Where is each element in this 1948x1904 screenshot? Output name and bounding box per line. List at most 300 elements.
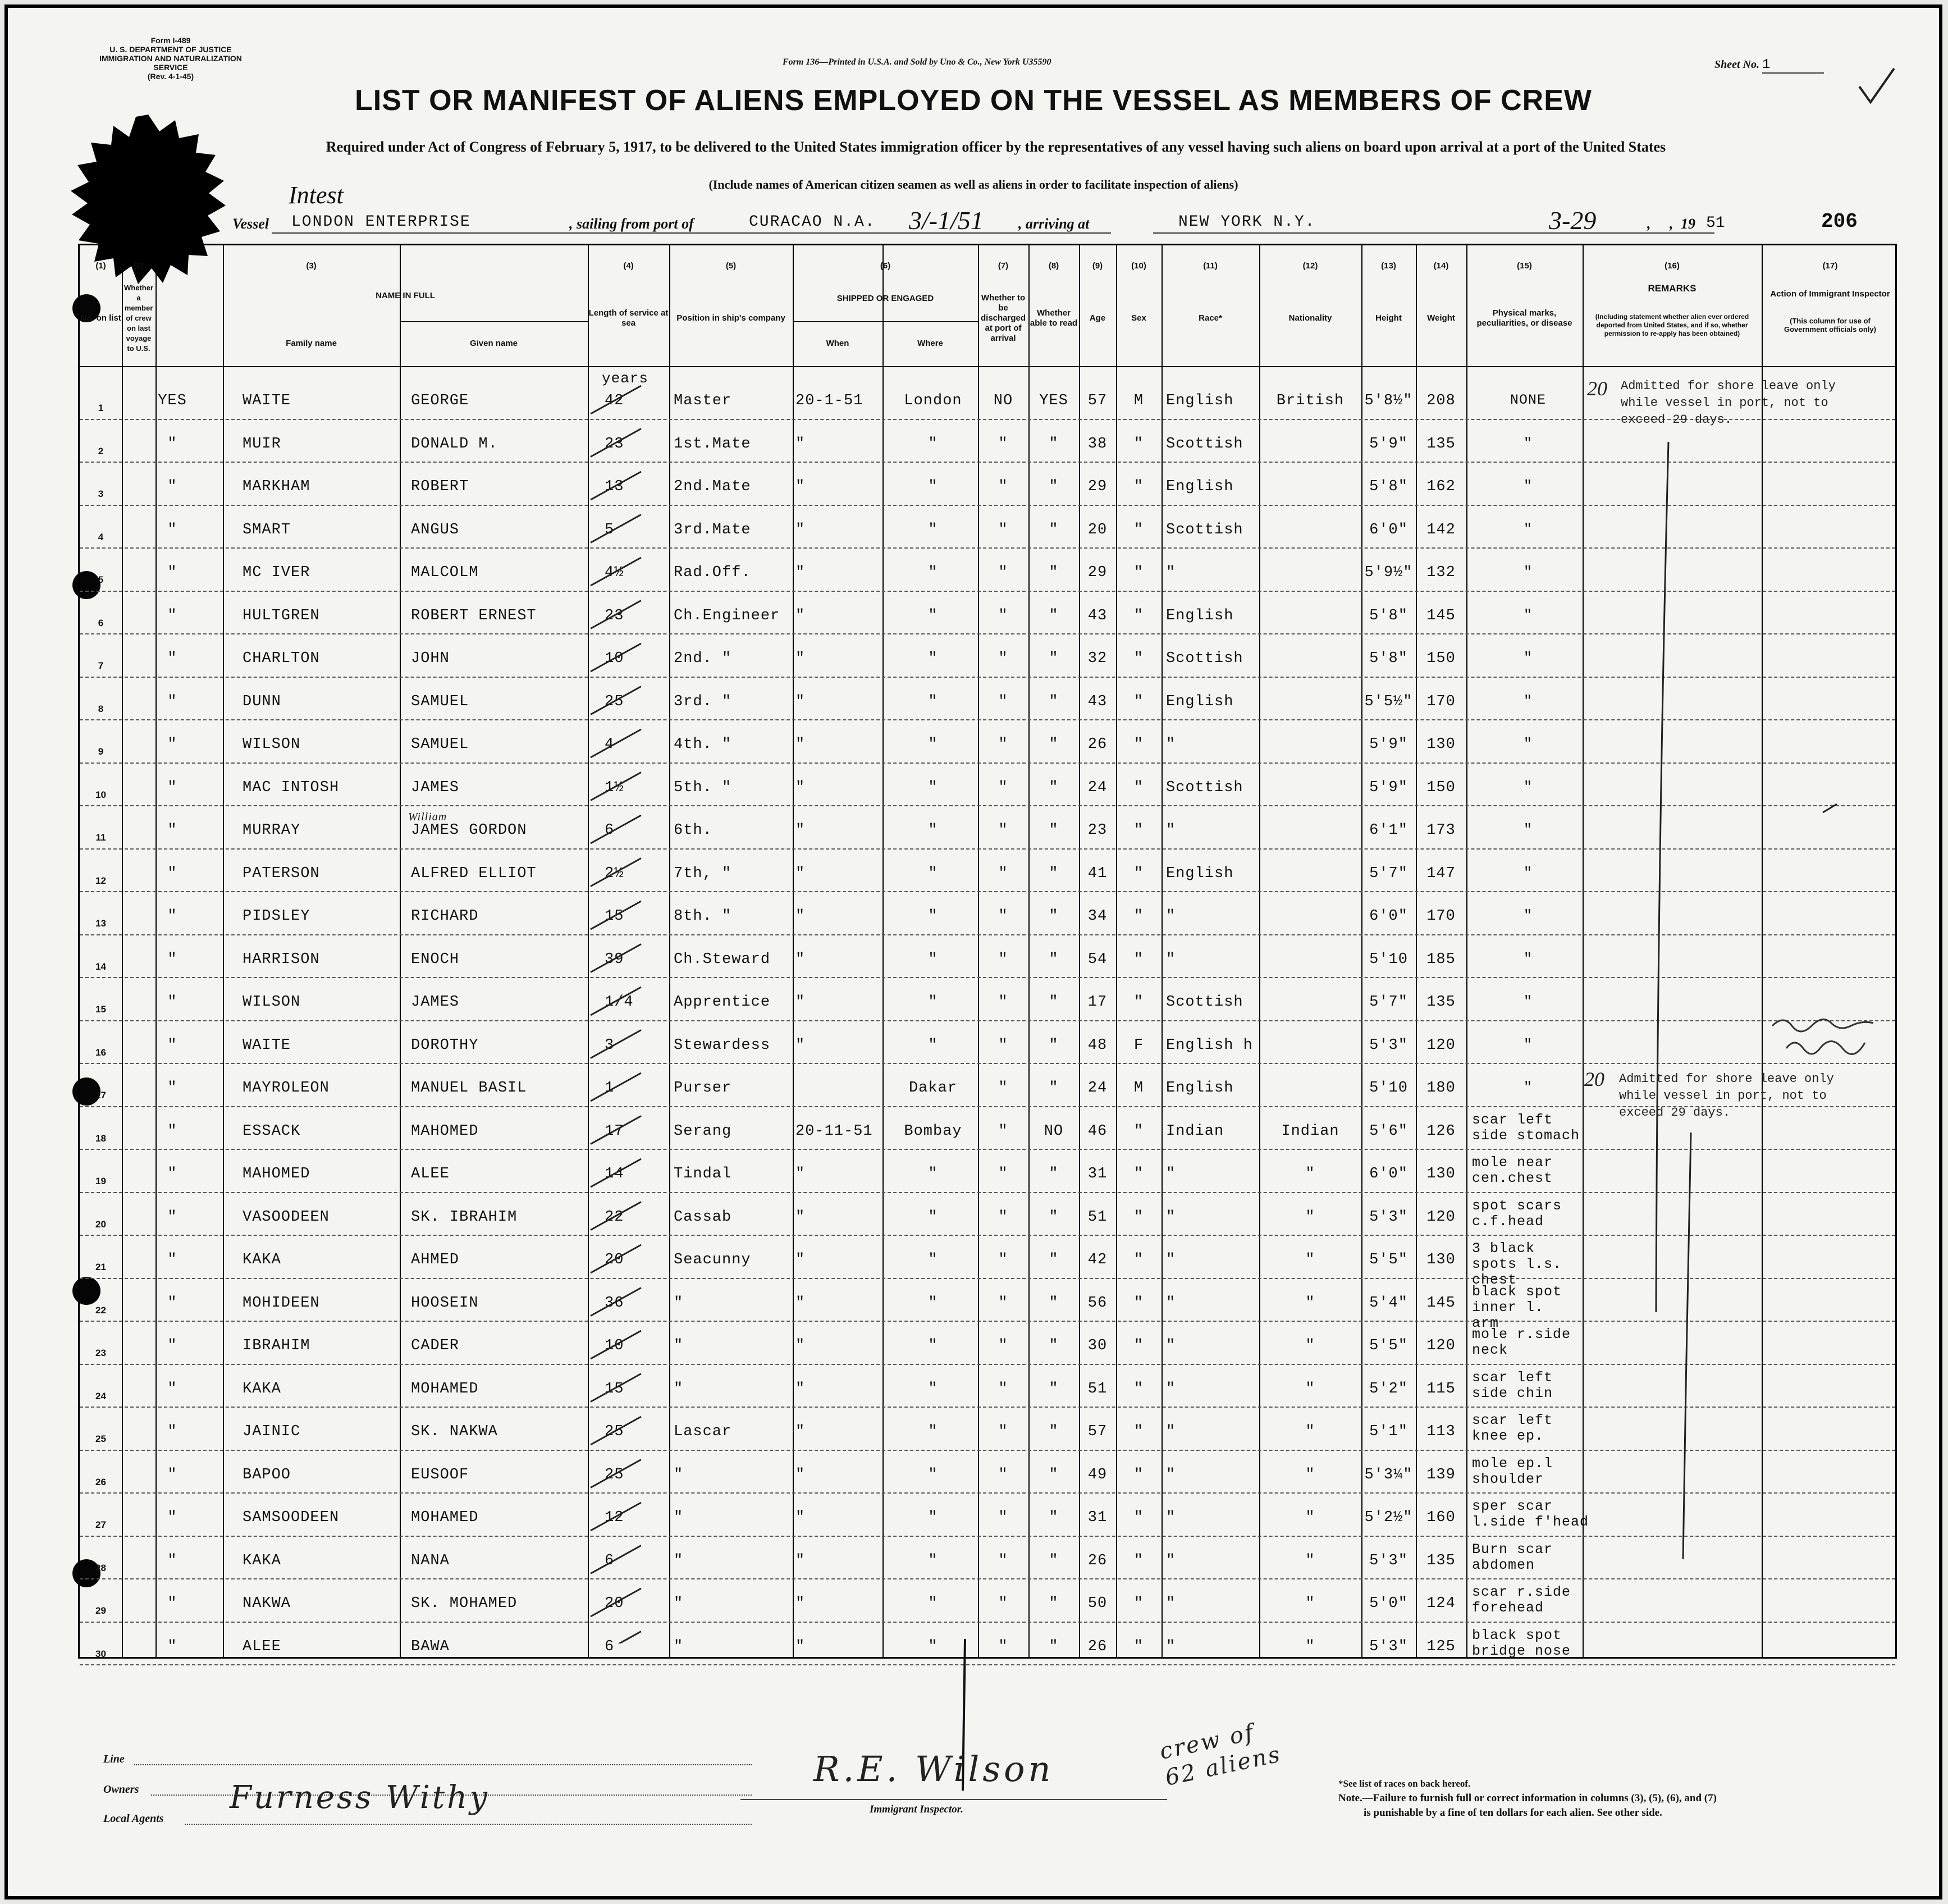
cell-weight: 135	[1426, 994, 1456, 1011]
cell-physical-marks: mole near cen.chest	[1472, 1154, 1553, 1186]
header-no-on-list: No. on list	[80, 313, 121, 323]
cell-height: 6'0"	[1369, 908, 1408, 925]
cell-where: "	[928, 865, 938, 882]
service: IMMIGRATION AND NATURALIZATION SERVICE	[99, 54, 242, 72]
cell-age: 38	[1087, 435, 1108, 453]
cell-age: 34	[1087, 908, 1108, 925]
cell-where: "	[928, 779, 938, 796]
cell-disch: "	[998, 951, 1008, 968]
remark-row-1-text: Admitted for shore leave only while vessel in port, not to exceed 29 days.	[1621, 379, 1836, 427]
cell-weight: 132	[1426, 564, 1456, 581]
cell-service: 36	[605, 1294, 624, 1312]
cell-physical-marks: "	[1523, 821, 1533, 838]
cell-where: London	[904, 392, 962, 409]
row-number: 22	[95, 1304, 106, 1316]
cell-age: 26	[1087, 1552, 1108, 1569]
cell-service: 23	[605, 607, 624, 624]
cell-prev: "	[167, 994, 177, 1011]
service-tick-mark	[591, 987, 641, 1015]
cell-when: "	[795, 951, 806, 968]
row-number: 13	[95, 918, 106, 929]
cell-when: "	[795, 1509, 806, 1526]
cell-when: "	[795, 1638, 806, 1655]
cell-sex: "	[1133, 1337, 1144, 1354]
cell-sex: "	[1133, 822, 1144, 839]
cell-race: "	[1166, 1252, 1176, 1268]
cell-service: 6	[605, 1638, 615, 1655]
row-number: 30	[95, 1648, 106, 1659]
cell-prev: "	[167, 822, 177, 839]
cell-prev: "	[167, 1037, 177, 1054]
cell-given: SAMUEL	[411, 693, 469, 710]
cell-race: "	[1166, 908, 1176, 925]
service-tick-mark	[591, 815, 641, 843]
header-able-to-read: Whether able to read	[1030, 308, 1078, 328]
cell-family: JAINIC	[243, 1423, 301, 1440]
cell-given: ALEE	[411, 1166, 450, 1182]
cell-age: 50	[1087, 1595, 1108, 1612]
cell-position: "	[674, 1552, 684, 1569]
cell-family: ESSACK	[243, 1122, 301, 1140]
cell-read: "	[1049, 994, 1059, 1011]
arrival-port: NEW YORK N.Y.	[1178, 213, 1316, 231]
cell-sex: "	[1133, 994, 1144, 1011]
cell-when: "	[795, 822, 806, 839]
cell-given: DONALD M.	[411, 435, 498, 453]
cell-age: 32	[1087, 650, 1108, 667]
cell-position: Apprentice	[674, 994, 771, 1011]
cell-race: "	[1166, 1423, 1176, 1440]
cell-family: IBRAHIM	[243, 1337, 310, 1354]
cell-service: 6	[605, 1552, 615, 1569]
cell-race: English	[1166, 1080, 1234, 1097]
header-remarks: REMARKS	[1648, 283, 1697, 294]
header-action-sub: (This column for use of Government officials only)	[1784, 317, 1876, 334]
cell-read: "	[1049, 1166, 1059, 1182]
cell-position: Cassab	[674, 1208, 732, 1226]
cell-sex: "	[1133, 693, 1144, 710]
cell-read: "	[1049, 1552, 1059, 1569]
cell-family: SMART	[243, 521, 291, 538]
cell-race: "	[1166, 1337, 1176, 1354]
include-note: (Include names of American citizen seamen as well as aliens in order to facilitate inspection of aliens)	[708, 177, 1238, 191]
cell-service: 12	[605, 1509, 624, 1526]
cell-read: "	[1049, 1509, 1059, 1526]
cell-nat: "	[1305, 1380, 1315, 1398]
service-tick-mark	[591, 1073, 641, 1101]
cell-given: RICHARD	[411, 908, 479, 925]
cell-age: 26	[1087, 736, 1108, 753]
service-tick-mark	[591, 1116, 641, 1144]
cell-prev: "	[167, 1552, 177, 1569]
cell-physical-marks: 3 black spots l.s. chest	[1472, 1240, 1562, 1288]
cell-family: WILSON	[243, 736, 301, 753]
cell-weight: 139	[1426, 1466, 1456, 1483]
cell-prev: YES	[158, 392, 187, 409]
service-tick-mark	[591, 901, 641, 929]
cell-disch: "	[998, 1509, 1008, 1526]
cell-race: English	[1166, 478, 1234, 495]
cell-when: 20-1-51	[795, 392, 863, 409]
cell-where: "	[928, 693, 938, 710]
service-tick-mark	[591, 1202, 641, 1230]
cell-race: "	[1166, 1509, 1176, 1526]
inspector-signature: R.E. Wilson	[813, 1748, 1054, 1789]
cell-height: 5'8½"	[1364, 392, 1413, 409]
cell-height: 5'5"	[1369, 1252, 1408, 1268]
vessel-label: Vessel	[232, 216, 269, 232]
cell-height: 5'5"	[1369, 1337, 1408, 1354]
cell-height: 5'9"	[1369, 435, 1408, 453]
year: 51	[1706, 214, 1725, 232]
cell-disch: "	[998, 1638, 1008, 1655]
cell-race: "	[1166, 1466, 1176, 1483]
service-tick-mark	[591, 687, 641, 715]
cell-when: "	[795, 865, 806, 882]
cell-read: "	[1049, 650, 1059, 667]
cell-race: "	[1166, 951, 1176, 968]
cell-physical-marks: sper scar l.side f'head	[1472, 1498, 1589, 1530]
cell-family: ALEE	[243, 1638, 281, 1655]
cell-read: "	[1049, 1466, 1059, 1483]
cell-physical-marks: "	[1523, 950, 1533, 967]
cell-height: 5'0"	[1369, 1595, 1408, 1612]
cell-disch: "	[998, 1337, 1008, 1354]
service-tick-mark	[591, 1245, 641, 1273]
cell-sex: "	[1133, 1122, 1144, 1140]
cell-where: "	[928, 1595, 938, 1612]
row-number: 26	[95, 1476, 106, 1487]
service-tick-mark	[591, 1503, 641, 1531]
crew-manifest-table	[78, 244, 1897, 1659]
cell-age: 29	[1087, 564, 1108, 581]
cell-prev: "	[167, 1080, 177, 1097]
row-number: 17	[95, 1090, 106, 1101]
cell-disch: "	[998, 1552, 1008, 1569]
cell-given: JAMES	[411, 994, 460, 1011]
cell-physical-marks: "	[1523, 478, 1533, 494]
cell-weight: 135	[1426, 435, 1456, 453]
cell-height: 5'4"	[1369, 1294, 1408, 1312]
cell-where: "	[928, 1037, 938, 1054]
cell-age: 23	[1087, 822, 1108, 839]
cell-family: WAITE	[243, 1037, 291, 1054]
cell-position: "	[674, 1595, 684, 1612]
header-crew-last-voyage: Whether a member of crew on last voyage to U.S.	[124, 284, 153, 353]
cell-age: 51	[1087, 1208, 1108, 1226]
form-identification	[98, 36, 244, 81]
cell-sex: "	[1133, 1552, 1144, 1569]
cell-sex: M	[1133, 392, 1144, 409]
department: U. S. DEPARTMENT OF JUSTICE	[109, 45, 232, 54]
years-label: years	[602, 370, 649, 387]
cell-nat: "	[1305, 1252, 1315, 1268]
cell-given: DOROTHY	[411, 1037, 479, 1054]
cell-age: 24	[1087, 779, 1108, 796]
col-10-num: (10)	[1131, 261, 1146, 271]
cell-age: 30	[1087, 1337, 1108, 1354]
col-13-num: (13)	[1381, 261, 1396, 271]
cell-where: "	[928, 908, 938, 925]
vessel-line: Intest Vessel LONDON ENTERPRISE , sailing from port of CURACAO N.A. 3/-1/51 , arriving at NEW YORK N.Y. , 3-29 , 19 51 206	[232, 181, 1858, 235]
penalty-note-2: is punishable by a fine of ten dollars for each alien. See other side.	[1364, 1807, 1662, 1819]
cell-weight: 180	[1426, 1080, 1456, 1097]
cell-age: 57	[1087, 392, 1108, 409]
cell-nat: "	[1305, 1337, 1315, 1354]
cell-weight: 130	[1426, 1166, 1456, 1182]
sheet-value: 1	[1762, 57, 1824, 74]
cell-service: 20	[605, 1252, 624, 1268]
col-12-num: (12)	[1302, 261, 1318, 271]
cell-where: "	[928, 478, 938, 495]
cell-when: "	[795, 435, 806, 453]
cell-family: MAC INTOSH	[243, 779, 340, 796]
cell-given: ALFRED ELLIOT	[411, 865, 537, 882]
cell-height: 5'6"	[1369, 1122, 1408, 1140]
cell-race: "	[1166, 1208, 1176, 1226]
cell-where: "	[928, 1380, 938, 1398]
service-tick-marks	[588, 380, 669, 1643]
cell-sex: "	[1133, 607, 1144, 624]
remark-row-17-text: Admitted for shore leave only while vessel in port, not to exceed 29 days.	[1619, 1072, 1834, 1120]
cell-where: "	[928, 994, 938, 1011]
cell-service: 39	[605, 951, 624, 968]
cell-weight: 147	[1426, 865, 1456, 882]
cell-where: Dakar	[908, 1080, 957, 1097]
header-remarks-sub: (Including statement whether alien ever ordered deported from United States, and if so, whether permission to re-apply has been obtained)	[1595, 312, 1749, 337]
service-tick-mark	[591, 773, 641, 801]
cell-age: 31	[1087, 1166, 1108, 1182]
header-discharged: Whether to be discharged at port of arrival	[980, 293, 1026, 343]
header-sex: Sex	[1131, 313, 1146, 323]
sheet-number	[1714, 57, 1824, 74]
cell-service: 42	[605, 392, 624, 409]
cell-age: 49	[1087, 1466, 1108, 1483]
row-number: 28	[95, 1562, 106, 1573]
cell-position: 6th.	[674, 822, 712, 839]
cell-physical-marks: "	[1523, 1036, 1533, 1053]
cell-age: 51	[1087, 1380, 1108, 1398]
cell-when: "	[795, 693, 806, 710]
cell-age: 56	[1087, 1294, 1108, 1312]
cell-position: Purser	[674, 1080, 732, 1097]
cell-weight: 130	[1426, 1252, 1456, 1268]
service-tick-mark	[591, 1374, 641, 1402]
row-number: 19	[95, 1176, 106, 1186]
cell-when: "	[795, 1595, 806, 1612]
cell-read: NO	[1044, 1122, 1064, 1140]
cell-physical-marks: "	[1523, 435, 1533, 451]
cell-given: MOHAMED	[411, 1380, 479, 1398]
cell-race: Indian	[1166, 1122, 1224, 1140]
service-tick-mark	[591, 386, 641, 414]
cell-race: "	[1166, 1380, 1176, 1398]
col-6-num: (6)	[880, 261, 891, 271]
tick-mark-icon	[1820, 801, 1842, 818]
cell-race: Scottish	[1166, 994, 1243, 1011]
cell-when: "	[795, 650, 806, 667]
cell-family: CHARLTON	[243, 650, 320, 667]
col-2-num: (2)	[133, 261, 144, 271]
cell-sex: "	[1133, 736, 1144, 753]
cell-family: VASOODEEN	[243, 1208, 330, 1226]
cell-when: "	[795, 1037, 806, 1054]
cell-read: "	[1049, 822, 1059, 839]
cell-weight: 208	[1426, 392, 1456, 409]
cell-race: English	[1166, 865, 1234, 882]
sheet-label: Sheet No.	[1714, 58, 1759, 71]
cell-where: "	[928, 1252, 938, 1268]
cell-weight: 120	[1426, 1337, 1456, 1354]
cell-weight: 120	[1426, 1208, 1456, 1226]
cell-sex: "	[1133, 650, 1144, 667]
cell-read: "	[1049, 908, 1059, 925]
cell-sex: "	[1133, 1466, 1144, 1483]
cell-when: "	[795, 1166, 806, 1182]
cell-service: 25	[605, 1423, 624, 1440]
cell-position: "	[674, 1509, 684, 1526]
cell-prev: "	[167, 865, 177, 882]
cell-prev: "	[167, 1208, 177, 1226]
row-number: 12	[95, 875, 106, 886]
row-number: 14	[95, 961, 106, 972]
cell-family: HULTGREN	[243, 607, 320, 624]
cell-disch: "	[998, 564, 1008, 581]
cell-position: Ch.Steward	[674, 951, 771, 968]
cell-read: "	[1049, 1638, 1059, 1655]
inspector-label: Immigrant Inspector.	[870, 1803, 963, 1815]
cell-where: "	[928, 1166, 938, 1182]
cell-height: 6'0"	[1369, 1166, 1408, 1182]
header-shipped-engaged: SHIPPED OR ENGAGED	[836, 294, 934, 303]
cell-nat: "	[1305, 1595, 1315, 1612]
cell-nat: "	[1305, 1166, 1315, 1182]
cell-position: 2nd.Mate	[674, 478, 751, 495]
service-tick-mark	[591, 729, 641, 757]
cell-prev: "	[167, 1595, 177, 1612]
cell-given: EUSOOF	[411, 1466, 469, 1483]
cell-when: "	[795, 1423, 806, 1440]
cell-service: 1	[605, 1080, 615, 1097]
cell-weight: 162	[1426, 478, 1456, 495]
cell-service: 13	[605, 478, 624, 495]
cell-family: MARKHAM	[243, 478, 310, 495]
service-tick-mark	[591, 944, 641, 972]
inspector-handwriting	[1764, 1009, 1893, 1065]
service-tick-mark	[591, 472, 641, 500]
cell-weight: 150	[1426, 650, 1456, 667]
service-tick-mark	[591, 1632, 641, 1644]
col-17-num: (17)	[1822, 261, 1838, 271]
cell-disch: NO	[993, 392, 1013, 409]
cell-given: ENOCH	[411, 951, 460, 968]
cell-physical-marks: "	[1523, 650, 1533, 666]
cell-sex: M	[1133, 1080, 1144, 1097]
cell-weight: 125	[1426, 1638, 1456, 1655]
cell-nat: "	[1305, 1466, 1315, 1483]
cell-service: 23	[605, 435, 624, 453]
cell-read: "	[1049, 865, 1059, 882]
cell-when: "	[795, 564, 806, 581]
cell-height: 5'2"	[1369, 1380, 1408, 1398]
cell-position: "	[674, 1337, 684, 1354]
cell-race: Scottish	[1166, 521, 1243, 538]
cell-sex: "	[1133, 478, 1144, 495]
cell-service: 3	[605, 1037, 615, 1054]
cell-age: 48	[1087, 1037, 1108, 1054]
cell-physical-marks: "	[1523, 1079, 1533, 1095]
col-1-num: (1)	[95, 261, 106, 271]
cell-height: 5'9"	[1369, 736, 1408, 753]
cell-height: 5'5½"	[1364, 693, 1413, 710]
cell-family: MAYROLEON	[243, 1080, 330, 1097]
cell-age: 24	[1087, 1080, 1108, 1097]
cell-position: "	[674, 1294, 684, 1312]
cell-race: Scottish	[1166, 435, 1243, 453]
header-length-of-service: Length of service at sea	[588, 308, 669, 328]
cell-given: ROBERT ERNEST	[411, 607, 537, 624]
cell-physical-marks: black spot inner l. arm	[1472, 1283, 1562, 1331]
cell-read: "	[1049, 1337, 1059, 1354]
vessel-name: LONDON ENTERPRISE	[291, 213, 471, 231]
cell-weight: 150	[1426, 779, 1456, 796]
cell-disch: "	[998, 521, 1008, 538]
cell-height: 5'9"	[1369, 779, 1408, 796]
cell-sex: "	[1133, 908, 1144, 925]
cell-weight: 170	[1426, 693, 1456, 710]
cell-position: Seacunny	[674, 1252, 751, 1268]
cell-disch: "	[998, 1166, 1008, 1182]
sailing-label: , sailing from port of	[569, 216, 694, 232]
cell-height: 5'3"	[1369, 1037, 1408, 1054]
cell-prev: "	[167, 564, 177, 581]
cell-prev: "	[167, 1466, 177, 1483]
cell-disch: "	[998, 478, 1008, 495]
cell-where: "	[928, 435, 938, 453]
cell-family: BAPOO	[243, 1466, 291, 1483]
given-name-correction: William	[408, 811, 447, 823]
cell-sex: "	[1133, 1208, 1144, 1226]
cell-height: 5'7"	[1369, 865, 1408, 882]
cell-weight: 115	[1426, 1380, 1456, 1398]
cell-disch: "	[998, 1080, 1008, 1097]
cell-disch: "	[998, 435, 1008, 453]
row-number: 3	[98, 488, 104, 499]
cell-service: 1/4	[605, 994, 634, 1011]
cell-position: Rad.Off.	[674, 564, 751, 581]
cell-prev: "	[167, 1294, 177, 1312]
cell-given: JOHN	[411, 650, 450, 667]
sailing-date: 3/-1/51	[909, 206, 984, 235]
cell-disch: "	[998, 1423, 1008, 1440]
header-where: Where	[917, 339, 943, 348]
cell-service: 22	[605, 1208, 624, 1226]
cell-family: KAKA	[243, 1252, 281, 1268]
cell-disch: "	[998, 607, 1008, 624]
cell-prev: "	[167, 693, 177, 710]
cell-given: MOHAMED	[411, 1509, 479, 1526]
sailing-port: CURACAO N.A.	[749, 213, 876, 231]
col-4-num: (4)	[623, 261, 634, 271]
cell-physical-marks: black spot bridge nose	[1472, 1627, 1571, 1659]
cell-when: "	[795, 478, 806, 495]
cell-prev: "	[167, 607, 177, 624]
cell-where: "	[928, 521, 938, 538]
row-number: 25	[95, 1433, 106, 1444]
cell-weight: 160	[1426, 1509, 1456, 1526]
col-3-num: (3)	[306, 261, 317, 271]
cell-where: "	[928, 1466, 938, 1483]
